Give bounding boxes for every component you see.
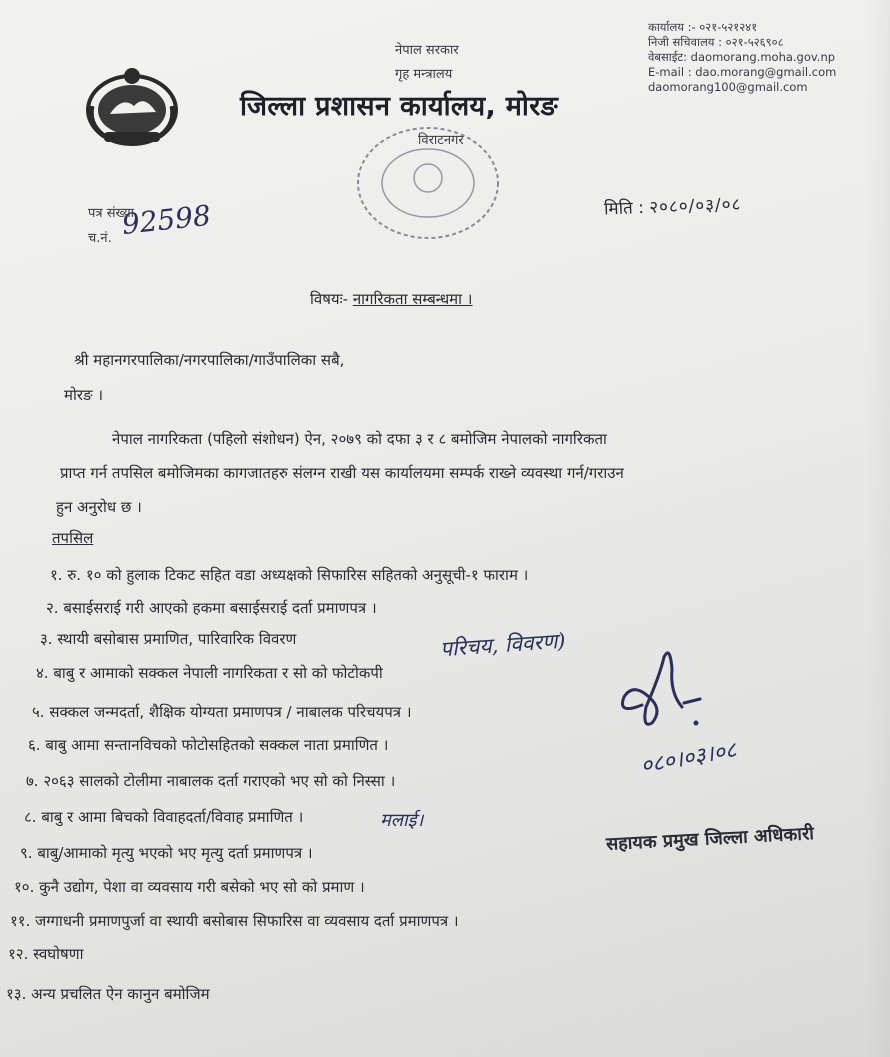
handwritten-date: ०८०।०३।०८ (638, 737, 739, 780)
list-item: ४. बाबु र आमाको सक्कल नेपाली नागरिकता र सो को फोटोकपी (36, 664, 383, 682)
list-item: ८. बाबु र आमा बिचको विवाहदर्ता/विवाह प्रमाणित । (24, 808, 304, 826)
office-title: जिल्ला प्रशासन कार्यालय, मोरङ (240, 91, 559, 122)
list-item: २. बसाईसराई गरी आएको हकमा बसाईसराई दर्ता प्रमाणपत्र । (46, 599, 377, 617)
list-title: तपसिल (52, 529, 94, 547)
office-location: विराटनगर (418, 133, 464, 148)
subject-text: नागरिकता सम्बन्धमा । (352, 290, 473, 308)
dispatch-label: च.नं. (88, 231, 112, 246)
gov-line-1: नेपाल सरकार (395, 43, 459, 58)
body-line-1: नेपाल नागरिकता (पहिलो संशोधन) ऐन, २०७९ को दफा ३ र ८ बमोजिम नेपालको नागरिकता (112, 430, 607, 448)
email-secondary: daomorang100@gmail.com (648, 80, 808, 94)
nepal-emblem-icon (82, 62, 182, 150)
addressee-line-1: श्री महानगरपालिका/नगरपालिका/गाउँपालिका सबै, (74, 351, 345, 369)
gov-line-2: गृह मन्त्रालय (395, 67, 453, 82)
handwritten-note-item8: मलाई। (380, 810, 424, 831)
email-primary: E-mail : dao.morang@gmail.com (648, 65, 837, 79)
list-item: १०. कुनै उद्योग, पेशा वा व्यवसाय गरी बसेको भए सो को प्रमाण । (14, 878, 365, 896)
list-item: १३. अन्य प्रचलित ऐन कानुन बमोजिम (6, 985, 210, 1003)
website: वेबसाईट: daomorang.moha.gov.np (648, 50, 836, 64)
addressee-line-2: मोरङ । (64, 386, 103, 404)
list-item: ६. बाबु आमा सन्तानविचको फोटोसहितको सक्कल नाता प्रमाणित । (28, 736, 389, 754)
list-item: ५. सक्कल जन्मदर्ता, शैक्षिक योग्यता प्रमाणपत्र / नाबालक परिचयपत्र । (32, 703, 412, 721)
subject-label: विषयः- (310, 290, 349, 308)
office-seal-icon (348, 118, 508, 248)
list-item: ७. २०६३ सालको टोलीमा नाबालक दर्ता गराएको भए सो को निस्सा । (26, 772, 396, 790)
list-item: १२. स्वघोषणा (8, 945, 84, 963)
secretary-phone: निजी सचिवालय : ०२१-५२६९०८ (648, 35, 784, 49)
contact-block (648, 20, 836, 95)
date-label: मिति : (603, 198, 645, 220)
body-line-2: प्राप्त गर्न तपसिल बमोजिमका कागजातहरु संलग्न राखी यस कार्यालयमा सम्पर्क राख्ने व्यवस्था गर्न/गराउन (60, 464, 624, 482)
list-item: ३. स्थायी बसोबास प्रमाणित, पारिवारिक विवरण (40, 630, 297, 648)
date-value: २०८०/०३/०८ (648, 194, 742, 218)
signature-icon (612, 645, 712, 735)
page-shadow (866, 0, 890, 1057)
signatory-title: सहायक प्रमुख जिल्ला अधिकारी (605, 823, 815, 855)
date-row (604, 192, 742, 220)
letter-number-label: पत्र संख्या (88, 206, 134, 221)
body-line-3: हुन अनुरोध छ । (56, 498, 142, 516)
dispatch-number: 92598 (120, 198, 213, 241)
list-item: १. रु. १० को हुलाक टिकट सहित वडा अध्यक्षको सिफारिस सहितको अनुसूची-१ फाराम । (50, 566, 529, 584)
office-phone: कार्यालय :- ०२१-५२१२४१ (648, 20, 758, 34)
list-item: ९. बाबु/आमाको मृत्यु भएको भए मृत्यु दर्ता प्रमाणपत्र । (20, 844, 313, 862)
subject-line (310, 289, 473, 309)
list-item: ११. जग्गाधनी प्रमाणपुर्जा वा स्थायी बसोबास सिफारिस वा व्यवसाय दर्ता प्रमाणपत्र । (10, 912, 459, 930)
handwritten-note-item3: परिचय, विवरण) (439, 628, 567, 662)
